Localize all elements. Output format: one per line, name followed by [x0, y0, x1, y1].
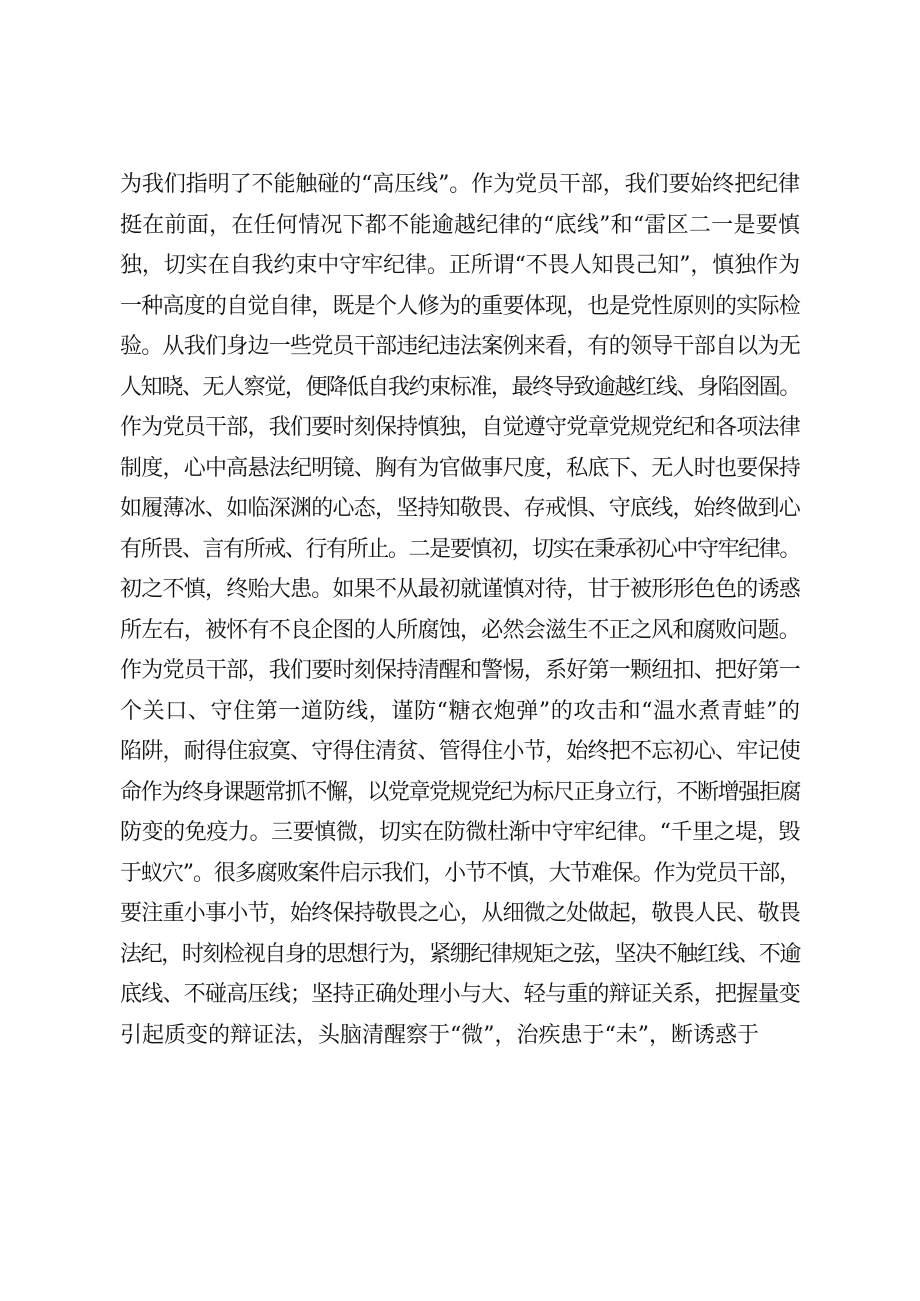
text-line: 一种高度的自觉自律，既是个人修为的重要体现，也是党性原则的实际检 [120, 293, 800, 319]
text-line: 验。从我们身边一些党员干部违纪违法案例来看，有的领导干部自以为无 [120, 334, 800, 359]
text-line: 引起质变的辩证法，头脑清醒察于“微”，治疾患于“未”，断诱惑于 [120, 1022, 759, 1048]
text-line: 作为党员干部，我们要时刻保持清醒和警惕，系好第一颗纽扣、把好第一 [120, 658, 800, 683]
text-line: 防变的免疫力。三要慎微，切实在防微杜渐中守牢纪律。“千里之堤，毁 [120, 820, 800, 845]
text-line: 所左右，被怀有不良企图的人所腐蚀，必然会滋生不正之风和腐败问题。 [120, 617, 800, 643]
text-line: 如履薄冰、如临深渊的心态，坚持知敬畏、存戒惧、守底线，始终做到心 [120, 496, 800, 521]
text-line: 制度，心中高悬法纪明镜、胸有为官做事尺度，私底下、无人时也要保持 [120, 455, 800, 481]
text-line: 作为党员干部，我们要时刻保持慎独，自觉遵守党章党规党纪和各项法律 [120, 415, 800, 440]
text-line: 为我们指明了不能触碰的“高压线”。作为党员干部，我们要始终把纪律 [120, 172, 800, 197]
text-line: 初之不慎，终贻大患。如果不从最初就谨慎对待，甘于被形形色色的诱惑 [120, 577, 800, 602]
text-line: 法纪，时刻检视自身的思想行为，紧绷纪律规矩之弦，坚决不触红线、不逾 [120, 941, 800, 967]
text-line: 独，切实在自我约束中守牢纪律。正所谓“不畏人知畏己知”，慎独作为 [120, 253, 800, 278]
text-line: 挺在前面，在任何情况下都不能逾越纪律的“底线”和“雷区二一是要慎 [120, 212, 800, 238]
text-line: 底线、不碰高压线；坚持正确处理小与大、轻与重的辩证关系，把握量变 [120, 982, 800, 1007]
text-line: 陷阱，耐得住寂寞、守得住清贫、管得住小节，始终把不忘初心、牢记使 [120, 739, 800, 764]
text-line: 命作为终身课题常抓不懈，以党章党规党纪为标尺正身立行，不断增强拒腐 [120, 779, 800, 805]
text-line: 人知晓、无人察觉，便降低自我约束标准，最终导致逾越红线、身陷囹圄。 [120, 374, 800, 400]
text-line: 个关口、守住第一道防线，谨防“糖衣炮弹”的攻击和“温水煮青蛙”的 [120, 698, 800, 724]
body-paragraph [120, 165, 800, 1056]
text-line: 于蚁穴”。很多腐败案件启示我们，小节不慎，大节难保。作为党员干部， [120, 860, 800, 886]
text-line: 有所畏、言有所戒、行有所止。二是要慎初，切实在秉承初心中守牢纪律。 [120, 536, 800, 562]
text-line: 要注重小事小节，始终保持敬畏之心，从细微之处做起，敬畏人民、敬畏 [120, 901, 800, 926]
